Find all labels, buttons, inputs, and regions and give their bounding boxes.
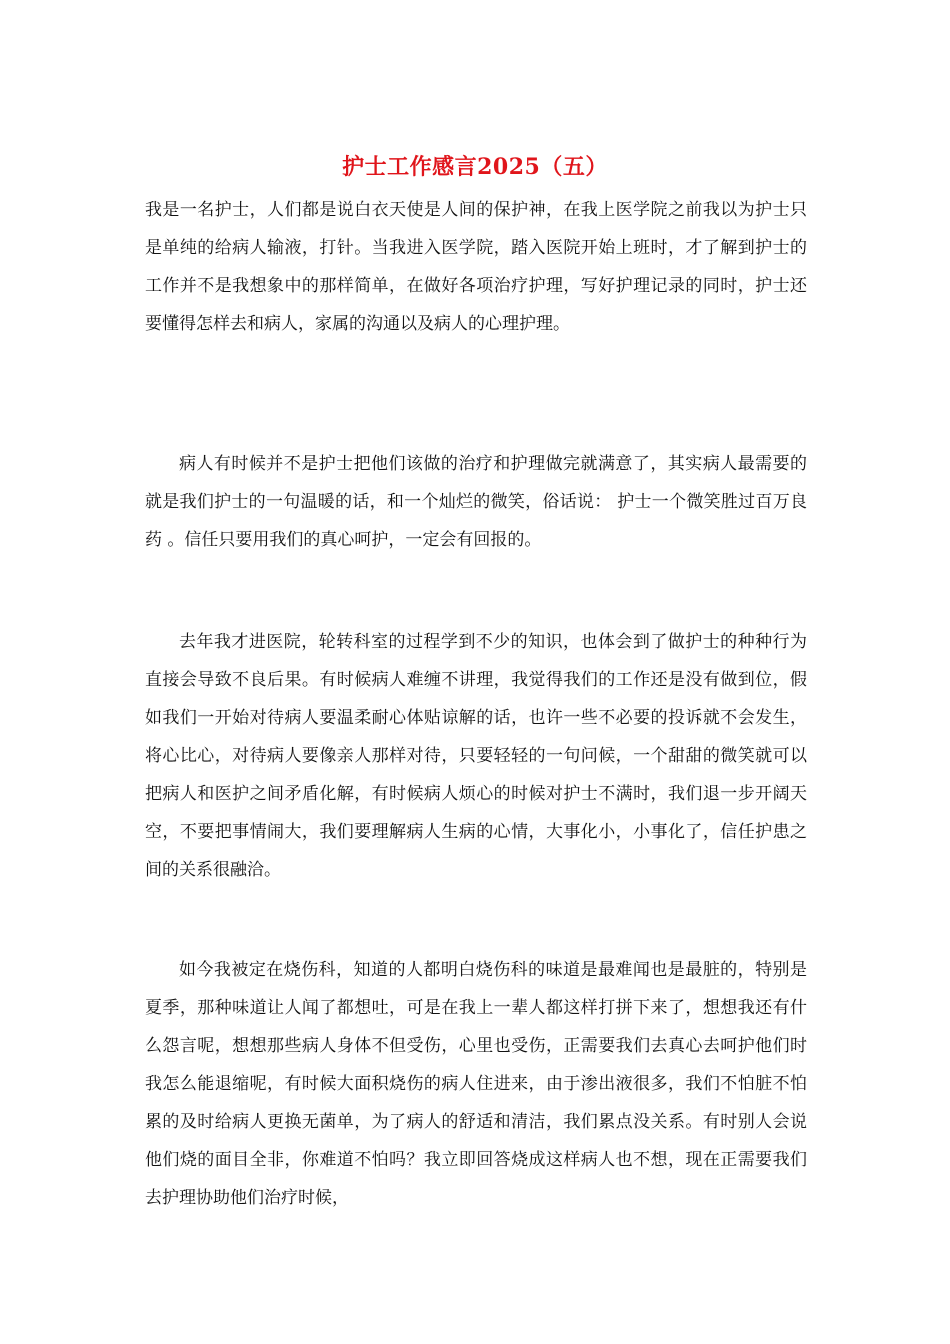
document-title: 护士工作感言2025（五） [342,154,608,180]
paragraph: 如今我被定在烧伤科，知道的人都明白烧伤科的味道是最难闻也是最脏的，特别是夏季，那种味道让人闻了都想吐，可是在我上一辈人都这样打拼下来了，想想我还有什么怨言呢，想想那些病人身体不但受伤，心里也受伤，正需要我们去真心去呵护他们时我怎么能退缩呢，有时候大面积烧伤的病人住进来，由于渗出液很多，我们不怕脏不怕累的及时给病人更换无菌单，为了病人的舒适和清洁，我们累点没关系。有时别人会说他们烧的面目全非，你难道不怕吗？我立即回答烧成这样病人也不想，现在正需要我们去护理协助他们治疗时候， [145,960,807,1208]
paragraph: 我是一名护士，人们都是说白衣天使是人间的保护神，在我上医学院之前我以为护士只是单纯的给病人输液，打针。当我进入医学院，踏入医院开始上班时，才了解到护士的工作并不是我想象中的那样简单，在做好各项治疗护理，写好护理记录的同时，护士还要懂得怎样去和病人，家属的沟通以及病人的心理护理。 [145,200,807,334]
paragraph: 去年我才进医院，轮转科室的过程学到不少的知识，也体会到了做护士的种种行为直接会导致不良后果。有时候病人难缠不讲理，我觉得我们的工作还是没有做到位，假如我们一开始对待病人要温柔耐心体贴谅解的话，也许一些不必要的投诉就不会发生，将心比心，对待病人要像亲人那样对待，只要轻轻的一句问候，一个甜甜的微笑就可以把病人和医护之间矛盾化解，有时候病人烦心的时候对护士不满时，我们退一步开阔天空，不要把事情闹大，我们要理解病人生病的心情，大事化小，小事化了，信任护患之间的关系很融洽。 [145,632,807,880]
paragraph: 病人有时候并不是护士把他们该做的治疗和护理做完就满意了，其实病人最需要的就是我们护士的一句温暖的话，和一个灿烂的微笑，俗话说： 护士一个微笑胜过百万良药 。信任只要用我们的真心呵护，一定会有回报的。 [145,454,807,550]
